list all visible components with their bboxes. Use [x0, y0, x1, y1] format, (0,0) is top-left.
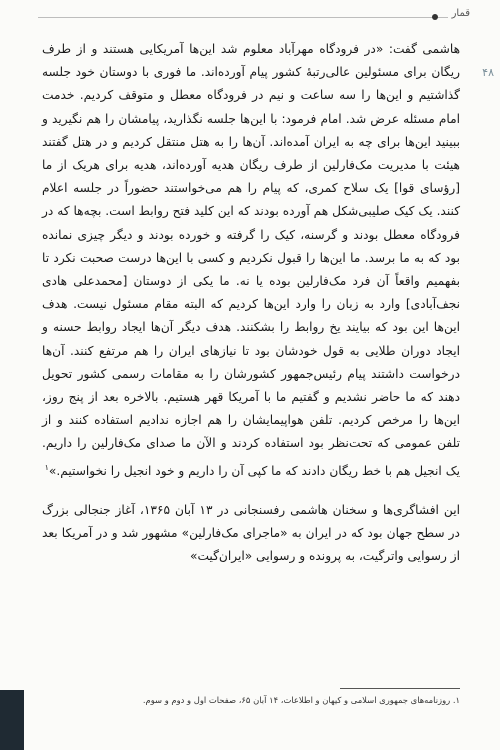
- header-bullet: [432, 14, 438, 20]
- paragraph-1-text: هاشمی گفت: «در فرودگاه مهرآباد معلوم شد این‌ها آمریکایی هستند و از طرف ریگان برای مسئولین عالی‌رتبهٔ کشور پیام آورده‌اند. ما فوری با دوستان خود جلسه گذاشتیم و این‌ها را سه ساعت و نیم در فرودگاه معطل و متوقف کردیم. خدمت امام مسئله عرض شد. امام فرمود: با این‌ها جلسه نگذارید، پیامشان را هم نگیرید و ببینید این‌ها برای چه به ایران آمده‌اند. آن‌ها را به هتل منتقل کردیم و در هتل گفتند هیئت با مدیریت مک‌فارلین از طرف ریگان هدیه آورده‌اند، هدیه برای هریک از ما [رؤسای قوا] یک سلاح کمری، که پیام را هم می‌خواستند حضوراً در جلسه اعلام کنند. یک کیک صلیبی‌شکل هم آورده بودند که این کلید فتح روابط است. بچه‌ها که در فرودگاه معطل بودند و گرسنه، کیک را گرفته و خورده بودند و دیگر چیزی نمانده بود که به ما برسد. ما این‌ها را قبول نکردیم و کسی با این‌ها درست صحبت نکرد تا بفهمیم واقعاً آن فرد مک‌فارلین بوده یا نه. ما یکی از دوستان [محمدعلی هادی نجف‌آبادی] وارد به زبان را وارد این‌ها کردیم که البته مقام مسئول نیست. هدف این‌ها این بود که بیایند یخ روابط را بشکنند. هدف دیگر آن‌ها ایجاد روابط حسنه و ایجاد دوران طلایی به قول خودشان بود تا نیازهای ایران را هم مرتفع کنند. آن‌ها درخواست داشتند پیام رئیس‌جمهور کشورشان را به مقامات رسمی کشور تحویل دهند که ما حاضر نشدیم و گفتیم ما با آمریکا قهر هستیم. بالاخره بعد از پنج روز، این‌ها را مرخص کردیم. تلفن هواپیمایشان را هم اجازه ندادیم استفاده کنند و از تلفن عمومی که تحت‌نظر بود استفاده کردند و الآن ما صدای مک‌فارلین را داریم. یک انجیل هم با خط ریگان دادند که ما کپی آن را داریم و خود انجیل را نخواستیم.»: [42, 42, 460, 478]
- footnote-marker: ۱: [44, 462, 49, 472]
- footnote-rule: [340, 688, 460, 689]
- paragraph-2: این افشاگری‌ها و سخنان هاشمی رفسنجانی در ۱۳ آبان ۱۳۶۵، آغاز جنجالی بزرگ در سطح جهان بود که در ایران به «ماجرای مک‌فارلین» مشهور شد و در آمریکا بعد از رسوایی واترگیت، به پرونده و رسوایی «ایران‌گیت»: [42, 502, 460, 564]
- watermark-logo: [0, 690, 24, 750]
- page-header: [0, 0, 500, 34]
- paragraph-1: [42, 38, 460, 483]
- margin-page-number: ۴۸: [482, 66, 494, 79]
- body-text: [42, 38, 460, 678]
- running-head: قمار: [451, 8, 470, 19]
- footnote: ۱. روزنامه‌های جمهوری اسلامی و کیهان و اطلاعات، ۱۴ آبان ۶۵، صفحات اول و دوم و سوم.: [142, 695, 460, 705]
- header-rule: [38, 17, 448, 18]
